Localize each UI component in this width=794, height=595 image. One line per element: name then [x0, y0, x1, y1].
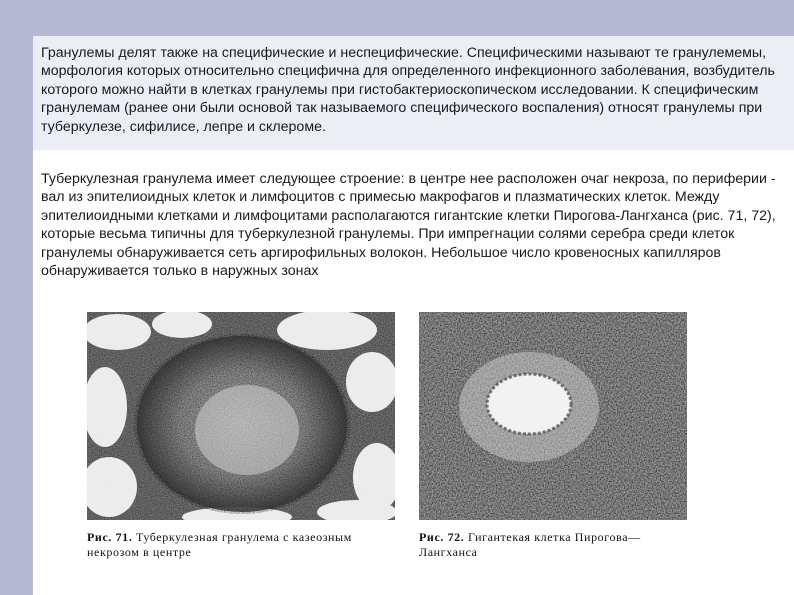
figure-72-label: Рис. 72. — [419, 530, 465, 544]
micrograph-langhans-giant-cell — [419, 312, 687, 520]
figure-71-label: Рис. 71. — [87, 530, 133, 544]
slide — [33, 0, 794, 595]
figure-71 — [87, 312, 395, 564]
figure-71-text: Туберкулезная гранулема с казеозным некрозом в центре — [87, 530, 352, 559]
paragraph-tuberculous-granuloma: Туберкулезная гранулема имеет следующее строение: в центре нее расположен очаг некроза, по периферии - вал из эпителиоидных клеток и лимфоцитов с примесью макрофагов и плазматических клеток. Между эпителиоидными клетками и лимфоцитами располагаются гигантские клетки Пирогова-Лангханса (рис. 71, 72), которые весьма типичны для туберкулезной гранулемы. При импрегнации солями серебра среди клеток гранулемы обнаруживается сеть аргирофильных волокон. Небольшое число кровеносных капилляров обнаруживается только в наружных зонах — [41, 171, 776, 280]
paragraph-specific-granulomas: Гранулемы делят также на специфические и неспецифические. Специфическими называют те гранулемемы, морфология которых относительно специфична для определенного инфекционного заболевания, возбудитель которого можно найти в клетках гранулемы при гистобактериоскопическом исследовании. К специфическим гранулемам (ранее они были основой так называемого специфического воспаления) относят гранулемы при туберкулезе, сифилисе, лепре и склероме. — [41, 45, 775, 135]
micrograph-tuberculous-granuloma — [87, 312, 395, 520]
figure-72-caption — [419, 530, 687, 560]
figure-71-caption — [87, 530, 395, 560]
figure-72-text: Гигантекая клетка Пирогова—Лангханса — [419, 530, 641, 559]
figure-72 — [419, 312, 687, 564]
top-band — [33, 0, 794, 36]
